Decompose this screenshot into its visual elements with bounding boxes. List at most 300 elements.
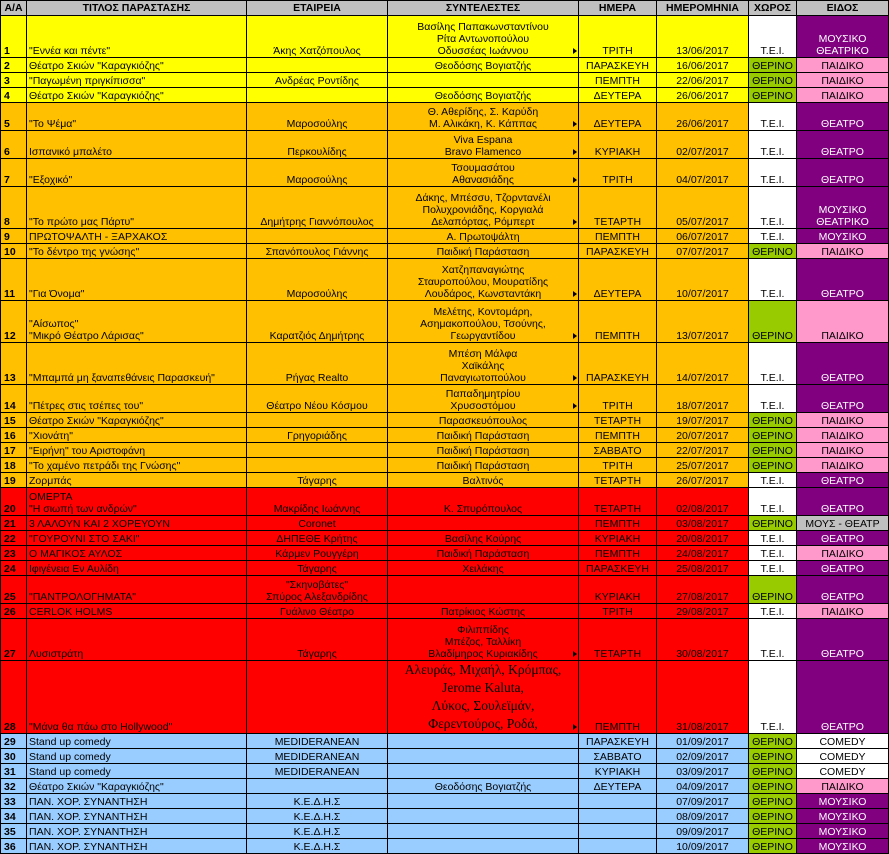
day-cell[interactable] (579, 764, 657, 779)
date-cell[interactable] (657, 159, 749, 187)
row-number-cell[interactable] (1, 88, 27, 103)
company-cell[interactable] (247, 131, 388, 159)
venue-cell[interactable] (749, 244, 797, 259)
title-text: CERLOK HOLMS (29, 606, 113, 618)
date-cell[interactable] (657, 749, 749, 764)
genre-cell[interactable] (797, 458, 889, 473)
date-cell[interactable] (657, 16, 749, 58)
venue-cell[interactable] (749, 488, 797, 516)
day-cell[interactable] (579, 661, 657, 734)
row-number-cell[interactable] (1, 794, 27, 809)
title-cell[interactable] (27, 413, 247, 428)
title-cell[interactable] (27, 473, 247, 488)
date-cell[interactable] (657, 413, 749, 428)
genre-cell[interactable] (797, 734, 889, 749)
table-row (1, 259, 889, 301)
day-cell[interactable] (579, 16, 657, 58)
day-cell[interactable] (579, 443, 657, 458)
row-number-cell[interactable] (1, 301, 27, 343)
day-cell[interactable] (579, 385, 657, 413)
genre-cell[interactable] (797, 58, 889, 73)
date-cell[interactable] (657, 576, 749, 604)
row-number-cell[interactable] (1, 58, 27, 73)
genre-cell[interactable] (797, 301, 889, 343)
row-number-cell[interactable] (1, 661, 27, 734)
contributors-cell[interactable] (388, 16, 579, 58)
title-cell[interactable] (27, 58, 247, 73)
contributors-cell[interactable] (388, 385, 579, 413)
genre-cell[interactable] (797, 103, 889, 131)
company-cell[interactable] (247, 516, 388, 531)
venue-cell[interactable] (749, 546, 797, 561)
date-cell[interactable] (657, 824, 749, 839)
col-header-aa[interactable]: Α/Α (1, 1, 27, 16)
title-cell[interactable] (27, 734, 247, 749)
contributors-cell[interactable] (388, 749, 579, 764)
company-cell[interactable] (247, 839, 388, 854)
date-cell[interactable] (657, 531, 749, 546)
date-cell[interactable] (657, 764, 749, 779)
contributors-cell[interactable] (388, 103, 579, 131)
date-cell[interactable] (657, 661, 749, 734)
genre-cell[interactable] (797, 824, 889, 839)
genre-cell[interactable] (797, 661, 889, 734)
venue-cell[interactable] (749, 343, 797, 385)
col-header-contributors[interactable]: ΣΥΝΤΕΛΕΣΤΕΣ (388, 1, 579, 16)
venue-cell[interactable] (749, 749, 797, 764)
venue-cell[interactable] (749, 443, 797, 458)
contributors-cell[interactable] (388, 794, 579, 809)
contributors-cell[interactable] (388, 443, 579, 458)
title-cell[interactable] (27, 531, 247, 546)
venue-cell[interactable] (749, 576, 797, 604)
contributors-cell[interactable] (388, 301, 579, 343)
day-cell[interactable] (579, 58, 657, 73)
title-cell[interactable] (27, 16, 247, 58)
venue-cell[interactable] (749, 764, 797, 779)
date-cell[interactable] (657, 301, 749, 343)
genre-cell[interactable] (797, 576, 889, 604)
day-cell[interactable] (579, 73, 657, 88)
day-cell[interactable] (579, 131, 657, 159)
genre-cell[interactable] (797, 131, 889, 159)
col-header-genre[interactable]: ΕΙΔΟΣ (797, 1, 889, 16)
day-cell[interactable] (579, 473, 657, 488)
genre-cell[interactable] (797, 749, 889, 764)
day-cell[interactable] (579, 301, 657, 343)
day-cell[interactable] (579, 576, 657, 604)
company-cell[interactable] (247, 413, 388, 428)
venue-cell[interactable] (749, 159, 797, 187)
row-number-cell[interactable] (1, 16, 27, 58)
title-cell[interactable] (27, 159, 247, 187)
company-cell[interactable] (247, 301, 388, 343)
contributors-cell[interactable] (388, 244, 579, 259)
date-cell[interactable] (657, 229, 749, 244)
contributors-cell[interactable] (388, 473, 579, 488)
date-cell[interactable] (657, 839, 749, 854)
day-cell[interactable] (579, 103, 657, 131)
date-cell[interactable] (657, 131, 749, 159)
title-cell[interactable] (27, 443, 247, 458)
title-cell[interactable] (27, 301, 247, 343)
genre-cell[interactable] (797, 794, 889, 809)
genre-cell[interactable] (797, 259, 889, 301)
row-number: 8 (4, 216, 10, 228)
genre-cell[interactable] (797, 16, 889, 58)
contributors-cell[interactable] (388, 604, 579, 619)
row-number-cell[interactable] (1, 619, 27, 661)
title-cell[interactable] (27, 428, 247, 443)
title-cell[interactable] (27, 488, 247, 516)
day-cell[interactable] (579, 187, 657, 229)
genre-cell[interactable] (797, 88, 889, 103)
day-cell[interactable] (579, 516, 657, 531)
date-cell[interactable] (657, 73, 749, 88)
genre-cell[interactable] (797, 809, 889, 824)
row-number-cell[interactable] (1, 443, 27, 458)
genre-cell[interactable] (797, 159, 889, 187)
contributors-cell[interactable] (388, 531, 579, 546)
company-text: Δημήτρης Γιαννόπουλος (260, 216, 374, 228)
date-cell[interactable] (657, 779, 749, 794)
company-cell[interactable] (247, 473, 388, 488)
venue-cell[interactable] (749, 604, 797, 619)
contributors-cell[interactable] (388, 488, 579, 516)
day-cell[interactable] (579, 458, 657, 473)
date-cell[interactable] (657, 516, 749, 531)
venue-cell[interactable] (749, 16, 797, 58)
row-number-cell[interactable] (1, 159, 27, 187)
contributors-cell[interactable] (388, 88, 579, 103)
day-cell[interactable] (579, 488, 657, 516)
genre-cell[interactable] (797, 779, 889, 794)
title-cell[interactable] (27, 809, 247, 824)
day-cell[interactable] (579, 88, 657, 103)
venue-cell[interactable] (749, 413, 797, 428)
date-cell[interactable] (657, 428, 749, 443)
genre-cell[interactable] (797, 413, 889, 428)
row-number-cell[interactable] (1, 473, 27, 488)
date-cell[interactable] (657, 343, 749, 385)
venue-cell[interactable] (749, 88, 797, 103)
date-cell[interactable] (657, 244, 749, 259)
venue-cell[interactable] (749, 58, 797, 73)
row-number-cell[interactable] (1, 824, 27, 839)
company-cell[interactable] (247, 779, 388, 794)
genre-cell[interactable] (797, 385, 889, 413)
contributors-cell[interactable] (388, 458, 579, 473)
title-cell[interactable] (27, 343, 247, 385)
company-cell[interactable] (247, 824, 388, 839)
day-cell[interactable] (579, 604, 657, 619)
row-number-cell[interactable] (1, 764, 27, 779)
title-cell[interactable] (27, 824, 247, 839)
col-header-venue[interactable]: ΧΩΡΟΣ (749, 1, 797, 16)
title-cell[interactable] (27, 244, 247, 259)
contributors-cell[interactable] (388, 779, 579, 794)
company-cell[interactable] (247, 16, 388, 58)
venue-cell[interactable] (749, 809, 797, 824)
venue-cell[interactable] (749, 301, 797, 343)
company-cell[interactable] (247, 604, 388, 619)
company-cell[interactable] (247, 244, 388, 259)
day-cell[interactable] (579, 561, 657, 576)
venue-cell[interactable] (749, 661, 797, 734)
contributors-cell[interactable] (388, 839, 579, 854)
day-cell[interactable] (579, 809, 657, 824)
venue-cell[interactable] (749, 428, 797, 443)
company-cell[interactable] (247, 546, 388, 561)
title-cell[interactable] (27, 88, 247, 103)
company-cell[interactable] (247, 187, 388, 229)
date-cell[interactable] (657, 443, 749, 458)
day-cell[interactable] (579, 734, 657, 749)
date-cell[interactable] (657, 259, 749, 301)
title-cell[interactable] (27, 779, 247, 794)
row-number-cell[interactable] (1, 779, 27, 794)
col-header-date[interactable]: ΗΜΕΡΟΜΗΝΙΑ (657, 1, 749, 16)
contributors-cell[interactable] (388, 73, 579, 88)
title-cell[interactable] (27, 103, 247, 131)
row-number-cell[interactable] (1, 734, 27, 749)
genre-cell[interactable] (797, 604, 889, 619)
company-cell[interactable] (247, 103, 388, 131)
date-cell[interactable] (657, 734, 749, 749)
company-cell[interactable] (247, 561, 388, 576)
row-number-cell[interactable] (1, 546, 27, 561)
genre-cell[interactable] (797, 561, 889, 576)
contributors-cell[interactable] (388, 576, 579, 604)
row-number-cell[interactable] (1, 428, 27, 443)
contributors-cell[interactable] (388, 259, 579, 301)
company-cell[interactable] (247, 809, 388, 824)
row-number-cell[interactable] (1, 604, 27, 619)
title-cell[interactable] (27, 458, 247, 473)
company-cell[interactable] (247, 749, 388, 764)
title-cell[interactable] (27, 576, 247, 604)
title-cell[interactable] (27, 764, 247, 779)
company-cell[interactable] (247, 764, 388, 779)
date-cell[interactable] (657, 103, 749, 131)
date-cell[interactable] (657, 385, 749, 413)
date-cell[interactable] (657, 561, 749, 576)
day-cell[interactable] (579, 413, 657, 428)
title-cell[interactable] (27, 561, 247, 576)
row-number-cell[interactable] (1, 73, 27, 88)
venue-cell[interactable] (749, 458, 797, 473)
row-number-cell[interactable] (1, 103, 27, 131)
genre-cell[interactable] (797, 343, 889, 385)
genre-cell[interactable] (797, 473, 889, 488)
genre-cell[interactable] (797, 244, 889, 259)
row-number-cell[interactable] (1, 244, 27, 259)
title-cell[interactable] (27, 661, 247, 734)
title-cell[interactable] (27, 794, 247, 809)
day-cell[interactable] (579, 824, 657, 839)
date-cell[interactable] (657, 88, 749, 103)
contributors-cell[interactable] (388, 764, 579, 779)
company-cell[interactable] (247, 443, 388, 458)
venue-cell[interactable] (749, 779, 797, 794)
contributors-cell[interactable] (388, 516, 579, 531)
venue-cell[interactable] (749, 473, 797, 488)
company-cell[interactable] (247, 619, 388, 661)
genre-cell[interactable] (797, 488, 889, 516)
row-number-cell[interactable] (1, 576, 27, 604)
contributors-cell[interactable] (388, 413, 579, 428)
date-cell[interactable] (657, 473, 749, 488)
row-number-cell[interactable] (1, 809, 27, 824)
venue-cell[interactable] (749, 619, 797, 661)
company-cell[interactable] (247, 794, 388, 809)
row-number-cell[interactable] (1, 839, 27, 854)
row-number-cell[interactable] (1, 413, 27, 428)
contributors-cell[interactable] (388, 619, 579, 661)
company-cell[interactable] (247, 458, 388, 473)
company-cell[interactable] (247, 428, 388, 443)
title-cell[interactable] (27, 73, 247, 88)
genre-cell[interactable] (797, 764, 889, 779)
row-number-cell[interactable] (1, 385, 27, 413)
venue-cell[interactable] (749, 73, 797, 88)
row-number-cell[interactable] (1, 458, 27, 473)
date-cell[interactable] (657, 809, 749, 824)
contributors-cell[interactable] (388, 809, 579, 824)
company-cell[interactable] (247, 734, 388, 749)
day-cell[interactable] (579, 159, 657, 187)
date-cell[interactable] (657, 604, 749, 619)
genre-cell[interactable] (797, 516, 889, 531)
venue-cell[interactable] (749, 794, 797, 809)
company-cell[interactable] (247, 259, 388, 301)
company-cell[interactable] (247, 661, 388, 734)
venue-cell[interactable] (749, 131, 797, 159)
row-number-cell[interactable] (1, 561, 27, 576)
day-cell[interactable] (579, 229, 657, 244)
title-cell[interactable] (27, 131, 247, 159)
company-cell[interactable] (247, 343, 388, 385)
row-number-cell[interactable] (1, 259, 27, 301)
day-cell[interactable] (579, 749, 657, 764)
date-cell[interactable] (657, 58, 749, 73)
company-cell[interactable] (247, 159, 388, 187)
day-cell[interactable] (579, 619, 657, 661)
row-number-cell[interactable] (1, 516, 27, 531)
row-number-cell[interactable] (1, 131, 27, 159)
title-cell[interactable] (27, 516, 247, 531)
day-cell[interactable] (579, 244, 657, 259)
day-cell[interactable] (579, 546, 657, 561)
contributors-cell[interactable] (388, 428, 579, 443)
col-header-title[interactable]: ΤΙΤΛΟΣ ΠΑΡΑΣΤΑΣΗΣ (27, 1, 247, 16)
genre-cell[interactable] (797, 619, 889, 661)
venue-cell[interactable] (749, 259, 797, 301)
row-number-cell[interactable] (1, 749, 27, 764)
title-cell[interactable] (27, 839, 247, 854)
date-cell[interactable] (657, 458, 749, 473)
row-number-cell[interactable] (1, 187, 27, 229)
day-cell[interactable] (579, 343, 657, 385)
row-number-cell[interactable] (1, 229, 27, 244)
date-cell[interactable] (657, 619, 749, 661)
contributors-cell[interactable] (388, 661, 579, 734)
day-cell[interactable] (579, 839, 657, 854)
date-cell[interactable] (657, 546, 749, 561)
company-cell[interactable] (247, 385, 388, 413)
contributors-cell[interactable] (388, 58, 579, 73)
day-cell[interactable] (579, 531, 657, 546)
venue-cell[interactable] (749, 734, 797, 749)
venue-cell[interactable] (749, 229, 797, 244)
title-cell[interactable] (27, 187, 247, 229)
contributors-cell[interactable] (388, 343, 579, 385)
row-number-cell[interactable] (1, 531, 27, 546)
date-cell[interactable] (657, 794, 749, 809)
company-cell[interactable] (247, 58, 388, 73)
row-number-cell[interactable] (1, 488, 27, 516)
company-cell[interactable] (247, 531, 388, 546)
contributors-cell[interactable] (388, 229, 579, 244)
date-cell[interactable] (657, 488, 749, 516)
venue-cell[interactable] (749, 516, 797, 531)
title-cell[interactable] (27, 229, 247, 244)
title-cell[interactable] (27, 619, 247, 661)
genre-cell[interactable] (797, 839, 889, 854)
date-cell[interactable] (657, 187, 749, 229)
company-cell[interactable] (247, 488, 388, 516)
venue-cell[interactable] (749, 385, 797, 413)
genre-cell[interactable] (797, 443, 889, 458)
venue-cell[interactable] (749, 103, 797, 131)
contributors-cell[interactable] (388, 546, 579, 561)
day-cell[interactable] (579, 779, 657, 794)
genre-cell[interactable] (797, 531, 889, 546)
contributors-cell[interactable] (388, 159, 579, 187)
day-cell[interactable] (579, 794, 657, 809)
row-number-cell[interactable] (1, 343, 27, 385)
venue-cell[interactable] (749, 531, 797, 546)
contributors-cell[interactable] (388, 824, 579, 839)
venue-cell[interactable] (749, 824, 797, 839)
title-cell[interactable] (27, 259, 247, 301)
title-cell[interactable] (27, 604, 247, 619)
company-cell[interactable] (247, 73, 388, 88)
col-header-day[interactable]: ΗΜΕΡΑ (579, 1, 657, 16)
company-cell[interactable] (247, 88, 388, 103)
genre-cell[interactable] (797, 428, 889, 443)
title-cell[interactable] (27, 546, 247, 561)
contributors-cell[interactable] (388, 561, 579, 576)
day-cell[interactable] (579, 259, 657, 301)
company-cell[interactable] (247, 229, 388, 244)
venue-cell[interactable] (749, 561, 797, 576)
venue-cell[interactable] (749, 187, 797, 229)
genre-cell[interactable] (797, 73, 889, 88)
day-cell[interactable] (579, 428, 657, 443)
contributors-cell[interactable] (388, 131, 579, 159)
genre-cell[interactable] (797, 187, 889, 229)
genre-cell[interactable] (797, 229, 889, 244)
venue-cell[interactable] (749, 839, 797, 854)
company-cell[interactable] (247, 576, 388, 604)
genre-cell[interactable] (797, 546, 889, 561)
title-cell[interactable] (27, 749, 247, 764)
contributors-cell[interactable] (388, 734, 579, 749)
contributors-cell[interactable] (388, 187, 579, 229)
col-header-company[interactable]: ΕΤΑΙΡΕΙΑ (247, 1, 388, 16)
title-cell[interactable] (27, 385, 247, 413)
